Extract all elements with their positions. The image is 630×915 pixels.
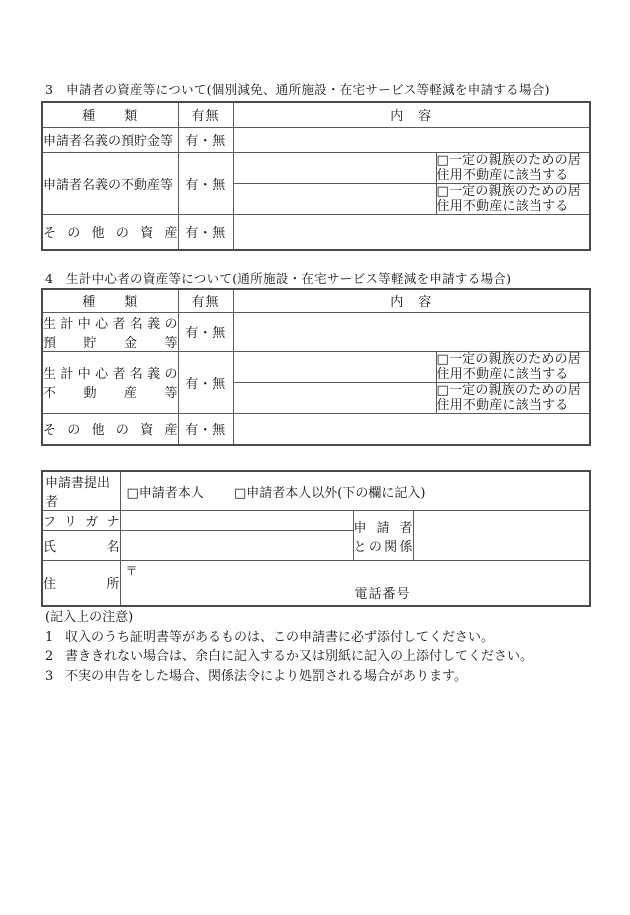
note-text: 収入のうち証明書等があるものは、この申請書に必ず添付してください。 — [65, 629, 495, 645]
submitter-table — [41, 470, 591, 607]
housing-note-text: 一定の親族のための居住用不動産に該当する — [436, 382, 581, 413]
address-row — [42, 561, 590, 606]
housing-note-cell — [436, 183, 590, 214]
submitter-options-cell — [120, 471, 590, 511]
name-entry-cell — [120, 531, 353, 561]
checkbox-icon: □ — [126, 485, 139, 501]
table-row — [42, 351, 590, 382]
note-item — [45, 667, 533, 687]
label-line: 預貯金等 — [43, 335, 178, 351]
applicant-realestate-label: 申請者名義の不動産等 — [42, 152, 178, 214]
availability-choice: 有・無 — [178, 413, 233, 445]
note-item — [45, 647, 533, 667]
availability-choice: 有・無 — [178, 152, 233, 214]
address-label: 住所 — [42, 561, 120, 606]
other-content-cell — [233, 214, 590, 250]
label-line: 生計中心者名義の — [43, 316, 178, 332]
note-number: 2 — [45, 649, 54, 665]
realestate-content-cell — [233, 152, 436, 183]
label-line: との関係 — [353, 539, 413, 555]
section3-assets-table — [41, 101, 591, 251]
note-text: 書ききれない場合は、余白に記入するか又は別紙に記入の上添付してください。 — [65, 649, 534, 665]
checkbox-icon: □ — [233, 485, 247, 501]
table-row — [42, 152, 590, 183]
availability-choice: 有・無 — [178, 351, 233, 413]
housing-note-text: 一定の親族のための居住用不動産に該当する — [436, 152, 581, 183]
availability-header: 有無 — [178, 289, 233, 312]
label-line: 生計中心者名義の — [43, 367, 178, 382]
table-row — [42, 214, 590, 250]
other-assets-label: その他の資産 — [42, 413, 178, 445]
label-line: 申請者 — [353, 520, 413, 536]
entry-notes — [45, 608, 533, 686]
table-header-row — [42, 102, 590, 127]
name-label: 氏名 — [42, 531, 120, 561]
kind-header: 種 類 — [42, 289, 178, 312]
availability-choice: 有・無 — [178, 214, 233, 250]
checkbox-icon: □ — [436, 183, 449, 199]
table-row — [42, 127, 590, 152]
note-number: 3 — [45, 668, 54, 684]
option-other — [234, 486, 425, 501]
relation-entry-cell — [413, 511, 590, 561]
table-row — [42, 312, 590, 351]
option-self-label: 申請者本人 — [138, 485, 204, 501]
realestate-content-cell — [233, 183, 436, 214]
note-item — [45, 628, 533, 648]
notes-heading: (記入上の注意) — [45, 610, 134, 625]
furigana-entry-cell — [120, 511, 353, 531]
realestate-content-cell — [233, 382, 436, 413]
other-assets-label: その他の資産 — [42, 214, 178, 250]
housing-note-text: 一定の親族のための居住用不動産に該当する — [436, 183, 581, 214]
breadwinner-deposits-label — [42, 312, 178, 351]
housing-note-cell — [436, 351, 590, 382]
note-text: 不実の申告をした場合、関係法令により処罰される場合があります。 — [65, 668, 467, 684]
relation-label — [353, 511, 413, 561]
table-row — [42, 413, 590, 445]
section4-assets-table — [41, 288, 591, 446]
breadwinner-realestate-label — [42, 351, 178, 413]
checkbox-icon: □ — [436, 152, 449, 168]
availability-choice: 有・無 — [178, 127, 233, 152]
furigana-row — [42, 511, 590, 531]
deposits-content-cell — [233, 127, 590, 152]
housing-note-cell — [436, 152, 590, 183]
option-self — [127, 486, 204, 501]
submitter-label: 申請書提出者 — [42, 471, 120, 511]
kind-header: 種 類 — [42, 102, 178, 127]
postal-mark: 〒 — [125, 564, 138, 578]
realestate-content-cell — [233, 351, 436, 382]
checkbox-icon: □ — [436, 351, 449, 367]
label-line: 不動産等 — [43, 386, 178, 401]
option-other-label: 申請者本人以外(下の欄に記入) — [246, 485, 426, 501]
content-header: 内 容 — [233, 102, 590, 127]
availability-header: 有無 — [178, 102, 233, 127]
furigana-label: フリガナ — [42, 511, 120, 531]
deposits-content-cell — [233, 312, 590, 351]
availability-choice: 有・無 — [178, 312, 233, 351]
section3-title: 3 申請者の資産等について(個別減免、通所施設・在宅サービス等軽減を申請する場合) — [45, 82, 550, 97]
other-content-cell — [233, 413, 590, 445]
table-header-row — [42, 289, 590, 312]
note-number: 1 — [45, 629, 54, 645]
housing-note-text: 一定の親族のための居住用不動産に該当する — [436, 351, 581, 382]
address-entry-cell — [120, 561, 590, 606]
section4-title: 4 生計中心者の資産等について(通所施設・在宅サービス等軽減を申請する場合) — [45, 271, 512, 286]
submitter-row — [42, 471, 590, 511]
content-header: 内 容 — [233, 289, 590, 312]
phone-label: 電話番号 — [354, 586, 411, 602]
applicant-deposits-label: 申請者名義の預貯金等 — [42, 127, 178, 152]
checkbox-icon: □ — [436, 382, 449, 398]
housing-note-cell — [436, 382, 590, 413]
